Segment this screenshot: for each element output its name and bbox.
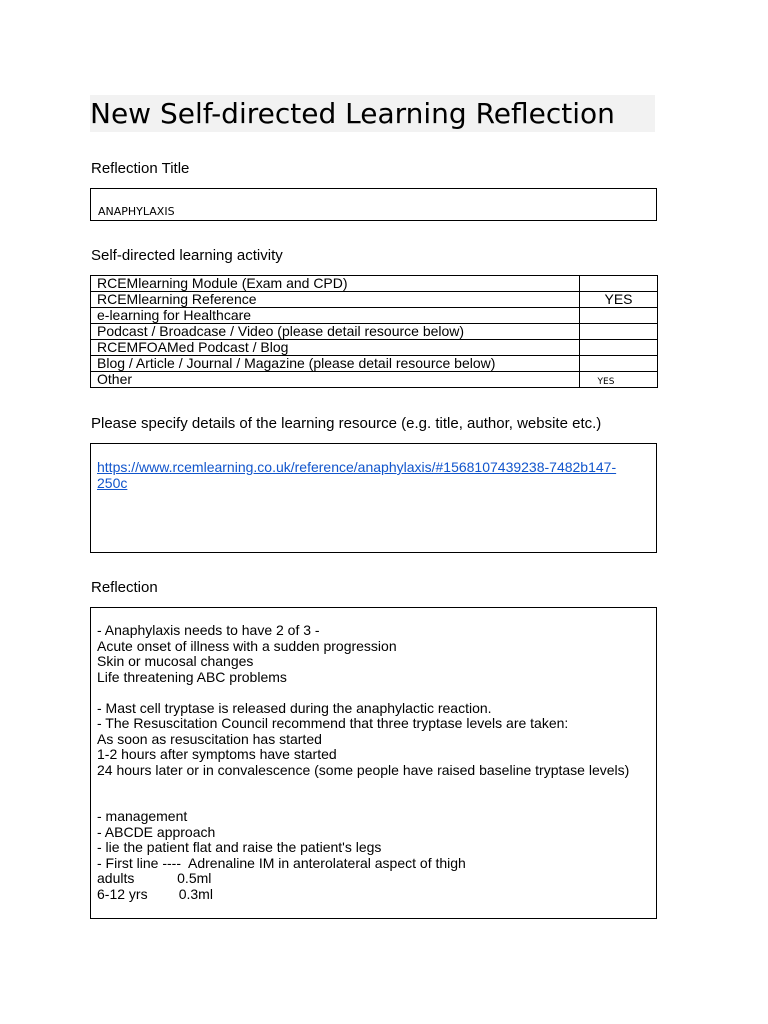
reflection-line: - The Resuscitation Council recommend that three tryptase levels are taken: — [97, 715, 569, 731]
reflection-line: As soon as resuscitation has started — [97, 730, 322, 747]
reflection-line — [97, 778, 637, 794]
activity-name: e-learning for Healthcare — [91, 308, 580, 324]
reflection-line: - Mast cell tryptase is released during the anaphylactic reaction. — [97, 699, 492, 716]
activity-name: Other — [91, 372, 580, 388]
table-row — [91, 372, 658, 388]
table-row — [91, 276, 658, 292]
reflection-line: - First line ---- Adrenaline IM in anterolateral aspect of thigh — [97, 854, 466, 871]
activity-name: RCEMlearning Reference — [91, 292, 580, 308]
reflection-title-field[interactable] — [90, 188, 657, 221]
reflection-line — [97, 685, 637, 701]
reflection-text — [97, 623, 637, 902]
activity-name: RCEMFOAMed Podcast / Blog — [91, 340, 580, 356]
activity-selection-cell[interactable] — [580, 356, 658, 372]
activity-selection-cell[interactable] — [580, 308, 658, 324]
table-row — [91, 308, 658, 324]
table-row — [91, 292, 658, 308]
reflection-line — [97, 794, 637, 810]
activity-table — [90, 275, 658, 388]
reflection-line: adults 0.5ml — [97, 870, 212, 886]
activity-label: Self-directed learning activity — [91, 247, 283, 264]
activity-name: Podcast / Broadcase / Video (please detail resource below) — [91, 324, 580, 340]
reflection-line: - ABCDE approach — [97, 823, 216, 840]
resource-field[interactable] — [90, 443, 657, 553]
page-title: New Self-directed Learning Reflection — [90, 95, 655, 132]
resource-link[interactable]: https://www.rcemlearning.co.uk/reference/anaphylaxis/#1568107439238-7482b147-250c — [97, 459, 617, 491]
reflection-line: - Anaphylaxis needs to have 2 of 3 - — [97, 622, 320, 638]
reflection-line: 6-12 yrs 0.3ml — [97, 885, 213, 902]
activity-name: RCEMlearning Module (Exam and CPD) — [91, 276, 580, 292]
activity-selection-cell[interactable] — [580, 372, 658, 388]
reflection-line: 24 hours later or in convalescence (some people have raised baseline tryptase levels) — [97, 761, 630, 778]
reflection-line: Skin or mucosal changes — [97, 653, 254, 669]
activity-selection-cell[interactable] — [580, 340, 658, 356]
activity-selection-cell[interactable] — [580, 292, 658, 308]
reflection-line: - lie the patient flat and raise the patient's legs — [97, 839, 382, 855]
reflection-line: Life threatening ABC problems — [97, 668, 287, 685]
activity-selection: YES — [597, 377, 615, 387]
reflection-line: - management — [97, 808, 188, 824]
reflection-field[interactable] — [90, 607, 657, 919]
activity-selection-cell[interactable] — [580, 276, 658, 292]
reflection-line: 1-2 hours after symptoms have started — [97, 746, 337, 762]
activity-selection: YES — [604, 291, 633, 307]
reflection-title-label: Reflection Title — [91, 160, 190, 177]
reflection-line: Acute onset of illness with a sudden progression — [97, 637, 397, 654]
reflection-title-value: ANAPHYLAXIS — [98, 205, 175, 218]
table-row — [91, 356, 658, 372]
reflection-label: Reflection — [91, 579, 158, 596]
activity-selection-cell[interactable] — [580, 324, 658, 340]
table-row — [91, 324, 658, 340]
resource-label: Please specify details of the learning resource (e.g. title, author, website etc.) — [91, 415, 602, 432]
activity-name: Blog / Article / Journal / Magazine (please detail resource below) — [91, 356, 580, 372]
table-row — [91, 340, 658, 356]
